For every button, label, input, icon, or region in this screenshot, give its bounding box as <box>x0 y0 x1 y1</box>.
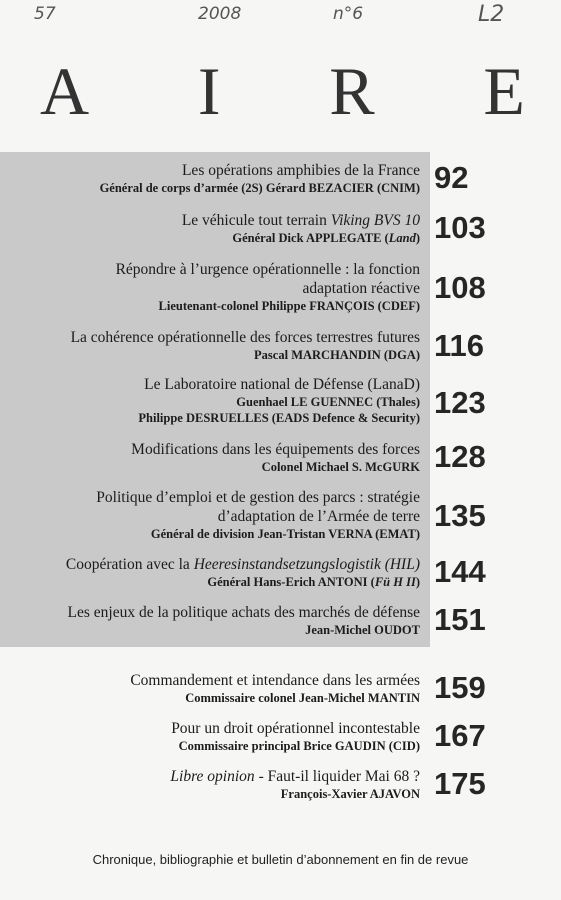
toc-entry-author: Commissaire principal Brice GAUDIN (CID) <box>178 739 420 753</box>
toc-entry-commandement[interactable] <box>20 671 420 706</box>
toc-entry-author: Jean-Michel OUDOT <box>305 623 420 637</box>
toc-entry-title: Les enjeux de la politique achats des marchés de défense <box>67 604 420 621</box>
toc-page-number: 167 <box>434 718 486 753</box>
toc-entry-title: Le Laboratoire national de Défense (LanaD) <box>144 376 420 393</box>
toc-entry-hil[interactable] <box>20 555 420 590</box>
masthead-letter-a: A <box>40 53 90 129</box>
toc-page-number: 135 <box>434 498 486 533</box>
handwritten-annotation-year: 2008 <box>198 4 242 24</box>
toc-page-number: 92 <box>434 160 469 195</box>
toc-entry-title: Commandement et intendance dans les armées <box>130 672 420 689</box>
toc-entry-author-line1: Guenhael LE GUENNEC (Thales) <box>236 395 420 409</box>
toc-entry-title-line1: Répondre à l’urgence opérationnelle : la fonction <box>115 261 420 278</box>
masthead-letter-e: E <box>483 53 525 129</box>
toc-entry-title-line1: Politique d’emploi et de gestion des parcs : stratégie <box>96 489 420 506</box>
toc-entry-author: Commissaire colonel Jean-Michel MANTIN <box>185 691 420 705</box>
toc-entry-amphibies[interactable] <box>20 161 420 196</box>
toc-page-number: 123 <box>434 385 486 420</box>
toc-page-number: 144 <box>434 554 486 589</box>
handwritten-annotation-issue: n°6 <box>333 4 364 24</box>
toc-page-number: 128 <box>434 439 486 474</box>
toc-entry-title: Le véhicule tout terrain Viking BVS 10 <box>181 212 420 229</box>
toc-entry-author: Lieutenant-colonel Philippe FRANÇOIS (CDEF) <box>158 299 420 313</box>
toc-page-number: 159 <box>434 670 486 705</box>
toc-entry-author: Général de corps d’armée (2S) Gérard BEZACIER (CNIM) <box>99 181 420 195</box>
toc-entry-enjeux[interactable] <box>20 603 420 638</box>
toc-entry-modifications[interactable] <box>20 440 420 475</box>
toc-entry-title: Libre opinion - Faut-il liquider Mai 68 ? <box>170 768 420 785</box>
toc-entry-title-line2: d’adaptation de l’Armée de terre <box>217 508 420 525</box>
toc-entry-title: La cohérence opérationnelle des forces terrestres futures <box>70 329 420 346</box>
toc-entry-viking[interactable] <box>20 211 420 246</box>
toc-entry-droit[interactable] <box>20 719 420 754</box>
toc-entry-author: Général Hans-Erich ANTONI (Fü H II) <box>207 575 420 589</box>
toc-page-number: 175 <box>434 766 486 801</box>
toc-page-number: 103 <box>434 210 486 245</box>
toc-page-number: 116 <box>434 328 485 363</box>
toc-page-number: 108 <box>434 270 486 305</box>
toc-entry-author: Général Dick APPLEGATE (Land) <box>232 231 420 245</box>
footer-note: Chronique, bibliographie et bulletin d’abonnement en fin de revue <box>92 852 469 867</box>
toc-entry-title: Les opérations amphibies de la France <box>181 162 420 179</box>
toc-entry-author: Pascal MARCHANDIN (DGA) <box>254 348 420 362</box>
toc-entry-author: François-Xavier AJAVON <box>280 787 420 801</box>
toc-entry-title: Pour un droit opérationnel incontestable <box>171 720 420 737</box>
toc-page-number: 151 <box>434 602 486 637</box>
handwritten-annotation-code: L2 <box>478 2 505 27</box>
toc-entry-author: Général de division Jean-Tristan VERNA (EMAT) <box>150 527 420 541</box>
toc-entry-title-line2: adaptation réactive <box>302 280 420 297</box>
masthead-letter-r: R <box>329 53 375 129</box>
toc-entry-politique-parcs[interactable] <box>20 488 420 542</box>
masthead-letter-i: I <box>197 53 221 129</box>
handwritten-annotation-number: 57 <box>34 4 56 24</box>
toc-entry-title: Coopération avec la Heeresinstandsetzungslogistik (HIL) <box>65 556 420 573</box>
toc-entry-coherence[interactable] <box>20 328 420 363</box>
toc-entry-urgence[interactable] <box>20 260 420 314</box>
toc-entry-lanad[interactable] <box>20 375 420 426</box>
toc-entry-title: Modifications dans les équipements des forces <box>131 441 420 458</box>
toc-entry-author-line2: Philippe DESRUELLES (EADS Defence & Security) <box>138 411 420 425</box>
toc-entry-libre-opinion[interactable] <box>20 767 420 802</box>
toc-entry-author: Colonel Michael S. McGURK <box>261 460 420 474</box>
